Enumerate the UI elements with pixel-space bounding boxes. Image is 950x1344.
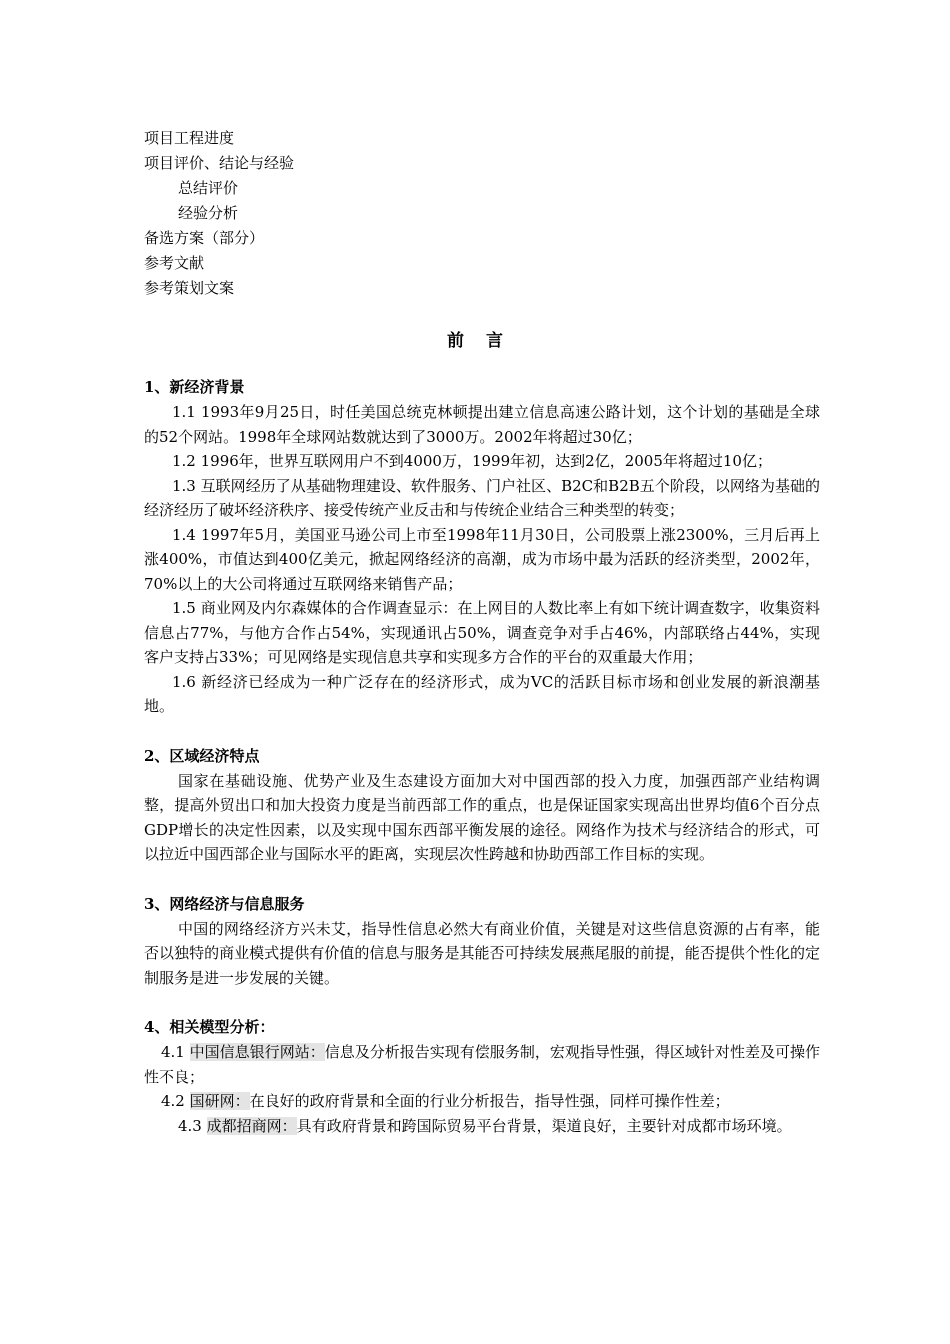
paragraph: 1.5 商业网及内尔森媒体的合作调查显示：在上网目的人数比率上有如下统计调查数字，收集资料信息占77%，与他方合作占54%，实现通讯占50%，调查竞争对手占46%，内部联络占44%，实现客户支持占33%；可见网络是实现信息共享和实现多方合作的平台的双重最大作用； (144, 599, 820, 666)
toc-item: 参考文献 (144, 254, 205, 272)
paragraph: 1.6 新经济已经成为一种广泛存在的经济形式，成为VC的活跃目标市场和创业发展的新浪潮基地。 (144, 672, 820, 715)
item-number: 4.3 (178, 1116, 207, 1135)
item-number: 4.1 (161, 1043, 190, 1061)
model-item (144, 1114, 820, 1139)
paragraph: 1.1 1993年9月25日，时任美国总统克林顿提出建立信息高速公路计划，这个计划的基础是全球的52个网站。1998年全球网站数就达到了3000万。2002年将超过30亿； (144, 403, 820, 446)
paragraph: 中国的网络经济方兴未艾，指导性信息必然大有商业价值，关键是对这些信息资源的占有率，能否以独特的商业模式提供有价值的信息与服务是其能否可持续发展燕尾服的前提，能否提供个性化的定制服务是进一步发展的关键。 (144, 919, 820, 987)
item-text: 具有政府背景和跨国际贸易平台背景，渠道良好，主要针对成都市场环境。 (296, 1116, 792, 1135)
item-text: 信息及分析报告实现有偿服务制，宏观指导性强，得区域针对性差及可操作性不良； (144, 1043, 820, 1086)
toc-item: 参考策划文案 (144, 279, 235, 297)
paragraph: 1.3 互联网经历了从基础物理建设、软件服务、门户社区、B2C和B2B五个阶段，以网络为基础的经济经历了破坏经济秩序、接受传统产业反击和与传统企业结合三种类型的转变； (144, 476, 820, 519)
toc-item: 项目工程进度 (144, 129, 235, 147)
paragraph: 1.4 1997年5月，美国亚马逊公司上市至1998年11月30日，公司股票上涨2300%，三月后再上涨400%，市值达到400亿美元，掀起网络经济的高潮，成为市场中最为活跃的经济类型，2002年，70%以上的大公司将通过互联网络来销售产品； (144, 525, 820, 593)
section-title: 3、网络经济与信息服务 (144, 894, 305, 913)
paragraph: 1.2 1996年，世界互联网用户不到4000万，1999年初，达到2亿，2005年将超过10亿； (172, 452, 772, 470)
spacer (144, 867, 820, 891)
item-name-highlight: 成都招商网： (206, 1116, 297, 1135)
table-of-contents (144, 126, 824, 301)
toc-subitem: 经验分析 (178, 204, 239, 222)
item-number: 4.2 (161, 1092, 190, 1110)
item-name-highlight: 国研网： (189, 1092, 250, 1110)
model-item (144, 1040, 820, 1089)
toc-item: 备选方案（部分） (144, 229, 265, 247)
item-name-highlight: 中国信息银行网站： (189, 1043, 325, 1061)
document-body (144, 374, 820, 1138)
section-title: 1、新经济背景 (144, 378, 245, 396)
paragraph: 国家在基础设施、优势产业及生态建设方面加大对中国西部的投入力度，加强西部产业结构调整，提高外贸出口和加大投资力度是当前西部工作的重点，也是保证国家实现高出世界均值6个百分点GDP增长的决定性因素，以及实现中国东西部平衡发展的途径。网络作为技术与经济结合的形式，可以拉近中国西部企业与国际水平的距离，实现层次性跨越和协助西部工作目标的实现。 (144, 771, 820, 863)
spacer (144, 990, 820, 1014)
page-heading: 前言 (447, 331, 525, 351)
section-title: 2、区域经济特点 (144, 746, 260, 765)
item-text: 在良好的政府背景和全面的行业分析报告，指导性强，同样可操作性差； (249, 1092, 730, 1110)
spacer (144, 719, 820, 743)
toc-subitem: 总结评价 (178, 179, 239, 197)
toc-item: 项目评价、结论与经验 (144, 154, 295, 172)
section-title: 4、相关模型分析： (144, 1018, 275, 1036)
model-item (144, 1089, 820, 1114)
